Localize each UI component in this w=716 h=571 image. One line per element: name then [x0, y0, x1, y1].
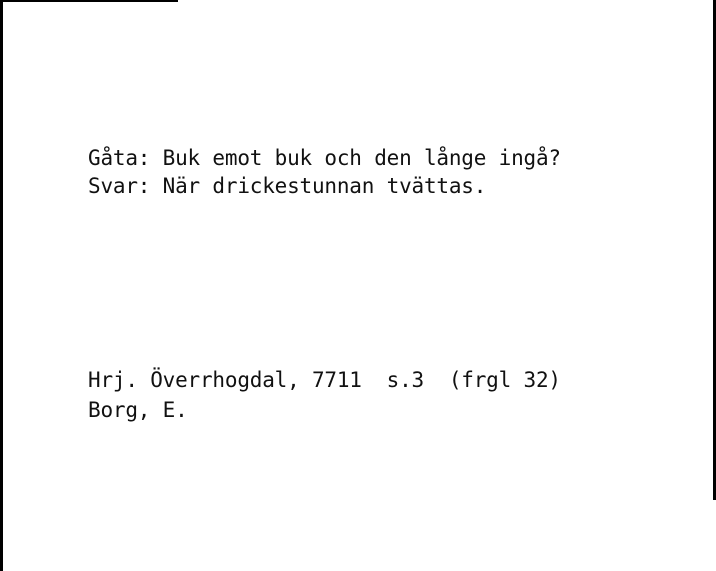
card-edge-top [0, 0, 178, 2]
card-edge-left [0, 0, 3, 571]
riddle-text: Gåta: Buk emot buk och den långe ingå? [88, 146, 561, 170]
answer-text: Svar: När drickestunnan tvättas. [88, 174, 487, 198]
collector-name: Borg, E. [88, 398, 188, 422]
source-reference: Hrj. Överrhogdal, 7711 s.3 (frgl 32) [88, 368, 561, 392]
